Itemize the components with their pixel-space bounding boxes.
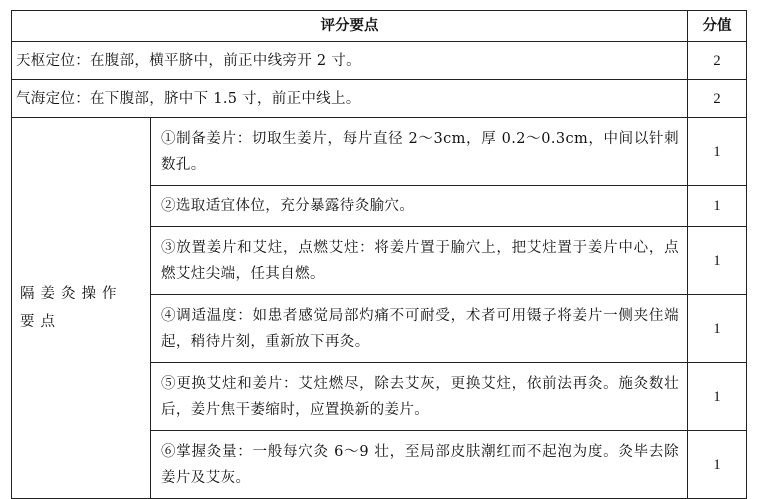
- table-row: [12, 118, 747, 186]
- header-row: [12, 11, 747, 42]
- step-score: 1: [688, 295, 747, 363]
- row-score: 2: [688, 80, 747, 118]
- header-score-cell: 分值: [688, 11, 747, 42]
- step-score: 1: [688, 186, 747, 227]
- scoring-table: [11, 10, 747, 499]
- step-score: 1: [688, 118, 747, 186]
- step-text: ⑤更换艾炷和姜片：艾炷燃尽，除去艾灰，更换艾炷，依前法再灸。施灸数壮后，姜片焦干萎缩时，应置换新的姜片。: [151, 363, 688, 431]
- step-text: ②选取适宜体位，充分暴露待灸腧穴。: [151, 186, 688, 227]
- step-text: ①制备姜片：切取生姜片，每片直径 2～3cm，厚 0.2～0.3cm，中间以针刺数孔。: [151, 118, 688, 186]
- row-text-tianshu: 天枢定位：在腹部，横平脐中，前正中线旁开 2 寸。: [12, 42, 688, 80]
- table-row: [12, 80, 747, 118]
- step-score: 1: [688, 363, 747, 431]
- step-text: ④调适温度：如患者感觉局部灼痛不可耐受，术者可用镊子将姜片一侧夹住端起，稍待片刻，重新放下再灸。: [151, 295, 688, 363]
- step-score: 1: [688, 227, 747, 295]
- group-label-cell: 隔姜灸操作要点: [12, 118, 151, 499]
- step-text: ⑥掌握灸量：一般每穴灸 6～9 壮，至局部皮肤潮红而不起泡为度。灸毕去除姜片及艾灰。: [151, 431, 688, 499]
- header-item-cell: 评分要点: [12, 11, 688, 42]
- step-score: 1: [688, 431, 747, 499]
- row-score: 2: [688, 42, 747, 80]
- row-text-qihai: 气海定位：在下腹部，脐中下 1.5 寸，前正中线上。: [12, 80, 688, 118]
- table-row: [12, 42, 747, 80]
- step-text: ③放置姜片和艾炷，点燃艾炷：将姜片置于腧穴上，把艾炷置于姜片中心，点燃艾炷尖端，任其自燃。: [151, 227, 688, 295]
